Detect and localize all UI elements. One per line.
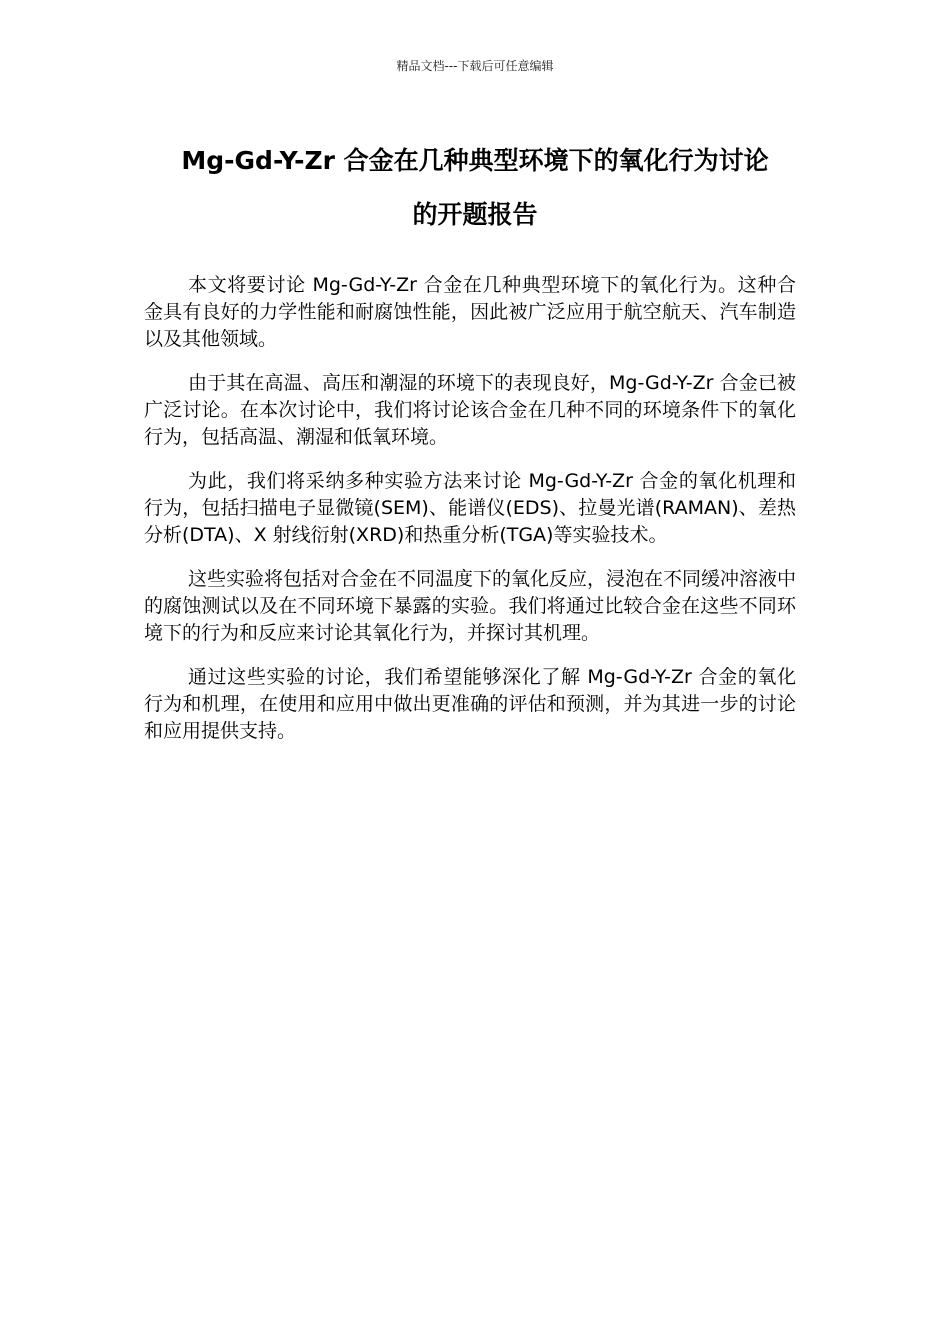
document-body xyxy=(144,272,796,762)
title-line-1: Mg-Gd-Y-Zr 合金在几种典型环境下的氧化行为讨论 xyxy=(181,146,769,175)
paragraph-2: 由于其在高温、高压和潮湿的环境下的表现良好，Mg-Gd-Y-Zr 合金已被广泛讨论。在本次讨论中，我们将讨论该合金在几种不同的环境条件下的氧化行为，包括高温、潮湿和低氧环境。 xyxy=(144,372,796,448)
paragraph-5: 通过这些实验的讨论，我们希望能够深化了解 Mg-Gd-Y-Zr 合金的氧化行为和机理，在使用和应用中做出更准确的评估和预测，并为其进一步的讨论和应用提供支持。 xyxy=(144,666,796,742)
paragraph-3: 为此，我们将采纳多种实验方法来讨论 Mg-Gd-Y-Zr 合金的氧化机理和行为，包括扫描电子显微镜(SEM)、能谱仪(EDS)、拉曼光谱(RAMAN)、差热分析(DTA)、X 射线衍射(XRD)和热重分析(TGA)等实验技术。 xyxy=(144,470,796,546)
title-line-2: 的开题报告 xyxy=(412,200,538,229)
paragraph-4: 这些实验将包括对合金在不同温度下的氧化反应，浸泡在不同缓冲溶液中的腐蚀测试以及在不同环境下暴露的实验。我们将通过比较合金在这些不同环境下的行为和反应来讨论其氧化行为，并探讨其机理。 xyxy=(144,568,797,644)
document-title xyxy=(130,134,820,242)
paragraph-1: 本文将要讨论 Mg-Gd-Y-Zr 合金在几种典型环境下的氧化行为。这种合金具有良好的力学性能和耐腐蚀性能，因此被广泛应用于航空航天、汽车制造以及其他领域。 xyxy=(144,274,796,350)
header-note: 精品文档---下载后可任意编辑 xyxy=(396,59,554,73)
